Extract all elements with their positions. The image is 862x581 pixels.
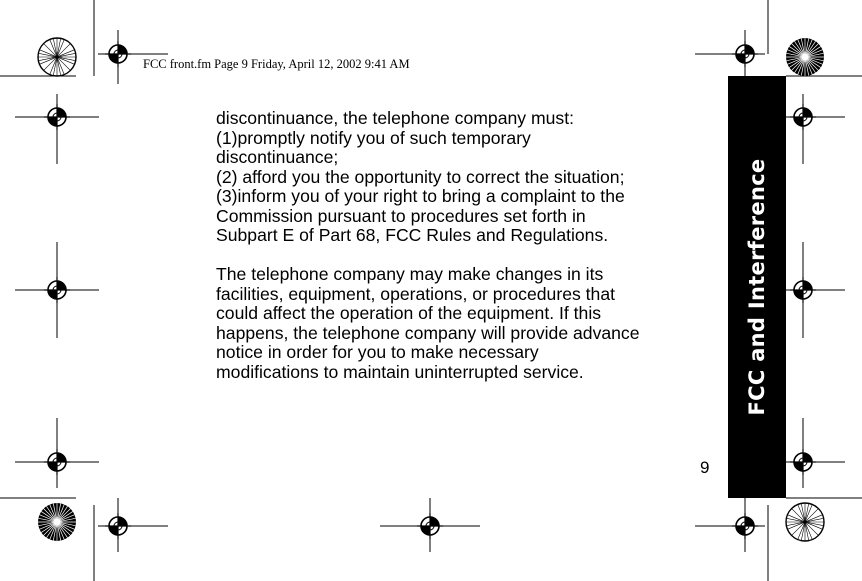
text-line: discontinuance, the telephone company must: — [216, 108, 574, 128]
text-line: (2) afford you the opportunity to correct the situation; — [216, 166, 625, 187]
file-info-header: FCC front.fm Page 9 Friday, April 12, 2002 9:41 AM — [143, 57, 410, 71]
body-text — [216, 109, 716, 382]
text-line: (1)promptly notify you of such temporary — [216, 127, 531, 148]
text-line: happens, the telephone company will provide advance — [216, 322, 640, 343]
text-line: The telephone company may make changes in its — [216, 264, 604, 284]
section-tab-label: FCC and Interference — [745, 158, 769, 416]
text-line: (3)inform you of your right to bring a complaint to the — [216, 186, 625, 206]
text-line: Subpart E of Part 68, FCC Rules and Regulations. — [216, 225, 609, 245]
text-line: discontinuance; — [216, 147, 339, 167]
text-line: modifications to maintain uninterrupted service. — [216, 361, 584, 382]
text-line: notice in order for you to make necessary — [216, 342, 539, 362]
text-line: Commission pursuant to procedures set forth in — [216, 205, 586, 226]
text-line: facilities, equipment, operations, or procedures that — [216, 283, 616, 304]
text-line: could affect the operation of the equipment. If this — [216, 303, 602, 323]
section-side-tab — [728, 76, 786, 498]
page-number: 9 — [700, 458, 710, 477]
paragraph-gap — [216, 246, 716, 266]
